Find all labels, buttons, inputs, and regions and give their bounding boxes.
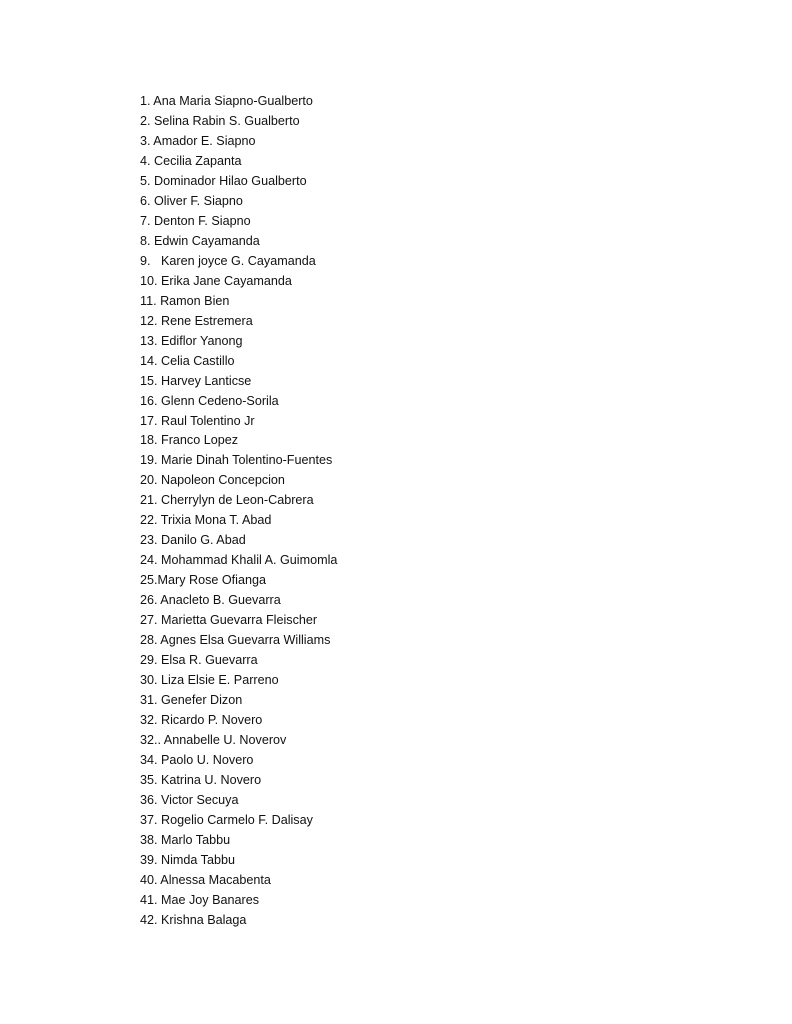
list-item: 34. Paolo U. Novero: [140, 752, 254, 767]
list-item: 2. Selina Rabin S. Gualberto: [140, 113, 300, 128]
list-item: 39. Nimda Tabbu: [140, 852, 235, 867]
list-item: 5. Dominador Hilao Gualberto: [140, 173, 307, 188]
list-item: 14. Celia Castillo: [140, 353, 235, 368]
list-item: 3. Amador E. Siapno: [140, 133, 256, 148]
list-item: 36. Victor Secuya: [140, 792, 239, 807]
list-item: 26. Anacleto B. Guevarra: [140, 593, 281, 608]
list-item: 22. Trixia Mona T. Abad: [140, 513, 272, 528]
list-item: 28. Agnes Elsa Guevarra Williams: [140, 633, 331, 648]
list-item: 9. Karen joyce G. Cayamanda: [140, 253, 316, 268]
list-item: 12. Rene Estremera: [140, 313, 253, 328]
list-item: 32. Ricardo P. Novero: [140, 713, 263, 728]
list-item: 37. Rogelio Carmelo F. Dalisay: [140, 812, 313, 827]
list-item: 6. Oliver F. Siapno: [140, 193, 243, 208]
list-item: 38. Marlo Tabbu: [140, 832, 231, 847]
list-item: 27. Marietta Guevarra Fleischer: [140, 613, 318, 628]
list-item: 20. Napoleon Concepcion: [140, 473, 285, 488]
list-item: 42. Krishna Balaga: [140, 912, 247, 927]
list-item: 41. Mae Joy Banares: [140, 892, 260, 907]
list-item: 8. Edwin Cayamanda: [140, 233, 260, 248]
name-list: [140, 92, 337, 931]
list-item: 25.Mary Rose Ofianga: [140, 573, 266, 588]
list-item: 32.. Annabelle U. Noverov: [140, 733, 287, 747]
list-item: 35. Katrina U. Novero: [140, 772, 262, 787]
list-item: 17. Raul Tolentino Jr: [140, 413, 255, 428]
list-item: 11. Ramon Bien: [140, 293, 230, 308]
list-item: 13. Ediflor Yanong: [140, 333, 243, 348]
list-item: 1. Ana Maria Siapno-Gualberto: [140, 94, 313, 108]
list-item: 16. Glenn Cedeno-Sorila: [140, 393, 279, 408]
list-item: 23. Danilo G. Abad: [140, 533, 246, 548]
list-item: 40. Alnessa Macabenta: [140, 872, 271, 887]
list-item: 4. Cecilia Zapanta: [140, 153, 242, 168]
list-item: 24. Mohammad Khalil A. Guimomla: [140, 553, 338, 568]
list-item: 29. Elsa R. Guevarra: [140, 653, 258, 668]
list-item: 19. Marie Dinah Tolentino-Fuentes: [140, 453, 333, 468]
list-item: 10. Erika Jane Cayamanda: [140, 273, 292, 288]
list-item: 15. Harvey Lanticse: [140, 373, 252, 388]
list-item: 7. Denton F. Siapno: [140, 213, 251, 228]
list-item: 30. Liza Elsie E. Parreno: [140, 673, 279, 688]
list-item: 31. Genefer Dizon: [140, 693, 243, 708]
list-item: 21. Cherrylyn de Leon-Cabrera: [140, 493, 314, 508]
list-item: 18. Franco Lopez: [140, 433, 239, 448]
